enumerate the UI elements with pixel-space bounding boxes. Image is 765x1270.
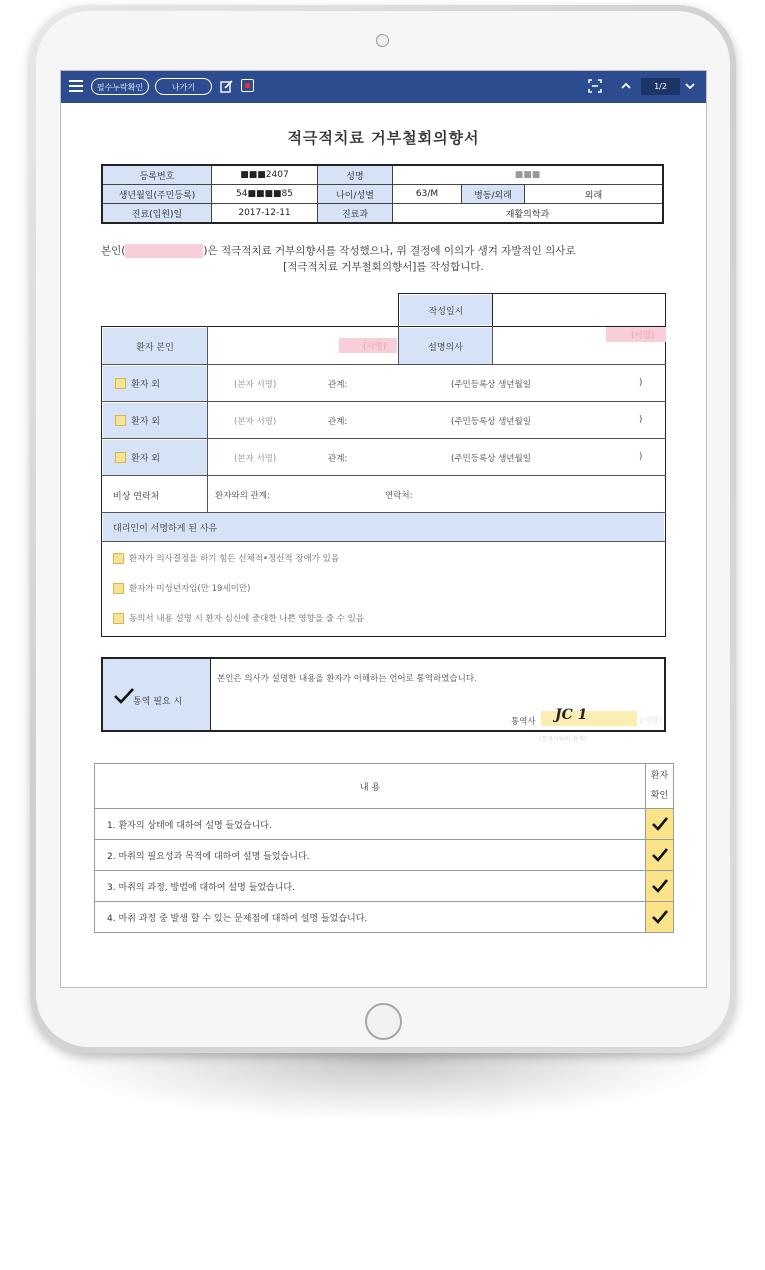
confirm-check-3[interactable] bbox=[646, 871, 674, 902]
patient-sign-hint: (서명) bbox=[363, 342, 387, 352]
checkmark-icon bbox=[651, 878, 669, 894]
emergency-contact: 연락처: bbox=[385, 491, 413, 501]
interpreter-sign-hint: (서명) bbox=[640, 716, 662, 725]
checkmark-icon[interactable] bbox=[113, 687, 135, 705]
patient-name-field[interactable] bbox=[125, 244, 203, 258]
doctor-label: 설명의사 bbox=[399, 328, 492, 364]
interpreter-signature: JC 1 bbox=[555, 707, 588, 723]
content-table bbox=[94, 763, 674, 933]
other-3-rrn: (주민등록상 생년월일 bbox=[451, 454, 531, 464]
content-row-1: 1. 환자의 상태에 대하여 설명 들었습니다. bbox=[95, 809, 646, 840]
name-value: ■■■ bbox=[393, 165, 664, 185]
other-3-rrn-close: ) bbox=[639, 452, 643, 462]
reg-no-label: 등록번호 bbox=[102, 165, 212, 185]
emergency-relation: 환자와의 관계: bbox=[215, 491, 270, 501]
reg-no-value: ■■■2407 bbox=[212, 165, 318, 185]
exit-button[interactable]: 나가기 bbox=[155, 78, 212, 95]
proxy-reason-header: 대리인이 서명하게 된 사유 bbox=[103, 513, 664, 541]
chevron-up-icon[interactable] bbox=[620, 80, 632, 92]
other-1-label: 환자 외 bbox=[103, 366, 207, 401]
ward-label: 병동/외래 bbox=[462, 185, 525, 204]
record-icon[interactable] bbox=[241, 79, 254, 92]
interpretation-box bbox=[101, 657, 666, 732]
reason-2-checkbox[interactable] bbox=[113, 583, 124, 594]
dob-label: 생년월일(주민등록) bbox=[102, 185, 212, 204]
emergency-label: 비상 연락처 bbox=[113, 492, 160, 502]
reason-1-checkbox[interactable] bbox=[113, 553, 124, 564]
other-1-rrn: (주민등록상 생년월일 bbox=[451, 380, 531, 390]
reason-1[interactable]: 환자가 의사결정을 하기 힘든 신체적•정신적 장애가 있음 bbox=[113, 552, 339, 564]
other-1-relation: 관계: bbox=[328, 380, 348, 390]
interpretation-label: 통역 필요 시 bbox=[133, 697, 183, 707]
other-2-rrn: (주민등록상 생년월일 bbox=[451, 417, 531, 427]
patient-info-table bbox=[101, 164, 664, 224]
interpretation-label-cell bbox=[103, 659, 211, 730]
content-header: 내 용 bbox=[95, 764, 646, 809]
other-3-checkbox[interactable] bbox=[115, 452, 126, 463]
intro-line-2: [적극적치료 거부철회의향서]를 작성합니다. bbox=[283, 261, 484, 273]
other-2-checkbox[interactable] bbox=[115, 415, 126, 426]
doctor-sign-hint: (서명) bbox=[631, 331, 655, 341]
confirm-check-1[interactable] bbox=[646, 809, 674, 840]
interpreter-label: 통역사 bbox=[511, 717, 536, 727]
other-2-rrn-close: ) bbox=[639, 415, 643, 425]
intro-suffix: )은 적극적치료 거부의향서를 작성했으나, 위 결정에 이의가 생겨 자발적인 의사로 bbox=[203, 245, 576, 257]
dept-value: 재활의학과 bbox=[393, 204, 664, 224]
patient-label: 환자 본인 bbox=[103, 328, 207, 364]
interpretation-text: 본인은 의사가 설명한 내용을 환자가 이해하는 언어로 통역하였습니다. bbox=[217, 674, 477, 684]
other-3-sign-hint: (본자 서명) bbox=[234, 454, 277, 464]
checkmark-icon bbox=[651, 847, 669, 863]
document-title: 적극적치료 거부철회의향서 bbox=[287, 129, 480, 147]
edit-icon[interactable] bbox=[220, 79, 234, 93]
other-1-rrn-close: ) bbox=[639, 378, 643, 388]
interpreter-sub-hint: (통역사와의 관계) bbox=[539, 736, 587, 743]
name-label: 성명 bbox=[318, 165, 393, 185]
ward-value: 외래 bbox=[525, 185, 664, 204]
page-indicator[interactable]: 1/2 bbox=[641, 78, 680, 95]
reason-3[interactable]: 동의서 내용 설명 시 환자 심신에 중대한 나쁜 영향을 줄 수 있음 bbox=[113, 612, 364, 624]
confirm-check-2[interactable] bbox=[646, 840, 674, 871]
age-sex-label: 나이/성별 bbox=[318, 185, 393, 204]
other-2-label: 환자 외 bbox=[103, 403, 207, 438]
intro-prefix: 본인( bbox=[101, 245, 126, 257]
other-1-sign-hint: (본자 서명) bbox=[234, 380, 277, 390]
chevron-down-icon[interactable] bbox=[684, 80, 696, 92]
written-at-field[interactable] bbox=[492, 293, 666, 327]
checkmark-icon bbox=[651, 816, 669, 832]
patient-confirm-header: 환자 확인 bbox=[646, 764, 674, 809]
content-row-4: 4. 마취 과정 중 발생 할 수 있는 문제점에 대하여 설명 들었습니다. bbox=[95, 902, 646, 933]
home-button[interactable] bbox=[365, 1003, 402, 1040]
visit-date-value: 2017-12-11 bbox=[212, 204, 318, 224]
reason-2[interactable]: 환자가 미성년자임(만 19세미만) bbox=[113, 582, 250, 594]
confirm-check-4[interactable] bbox=[646, 902, 674, 933]
content-row-2: 2. 마취의 필요성과 목적에 대하여 설명 들었습니다. bbox=[95, 840, 646, 871]
age-sex-value: 63/M bbox=[393, 185, 462, 204]
reason-3-checkbox[interactable] bbox=[113, 613, 124, 624]
required-check-button[interactable]: 필수누락확인 bbox=[91, 78, 149, 95]
other-3-relation: 관계: bbox=[328, 454, 348, 464]
dept-label: 진료과 bbox=[318, 204, 393, 224]
menu-icon[interactable] bbox=[69, 78, 83, 92]
other-2-relation: 관계: bbox=[328, 417, 348, 427]
camera-icon bbox=[376, 34, 389, 47]
other-2-sign-hint: (본자 서명) bbox=[234, 417, 277, 427]
other-1-checkbox[interactable] bbox=[115, 378, 126, 389]
checkmark-icon bbox=[651, 909, 669, 925]
signature-section bbox=[101, 293, 666, 637]
written-at-label: 작성일시 bbox=[400, 295, 492, 325]
visit-date-label: 진료(입원)일 bbox=[102, 204, 212, 224]
content-row-3: 3. 마취의 과정, 방법에 대하여 설명 들었습니다. bbox=[95, 871, 646, 902]
dob-value: 54■■■■85 bbox=[212, 185, 318, 204]
tablet-screen bbox=[60, 70, 707, 988]
other-3-label: 환자 외 bbox=[103, 440, 207, 475]
viewer-toolbar bbox=[61, 71, 706, 103]
fit-page-icon[interactable] bbox=[588, 79, 602, 93]
